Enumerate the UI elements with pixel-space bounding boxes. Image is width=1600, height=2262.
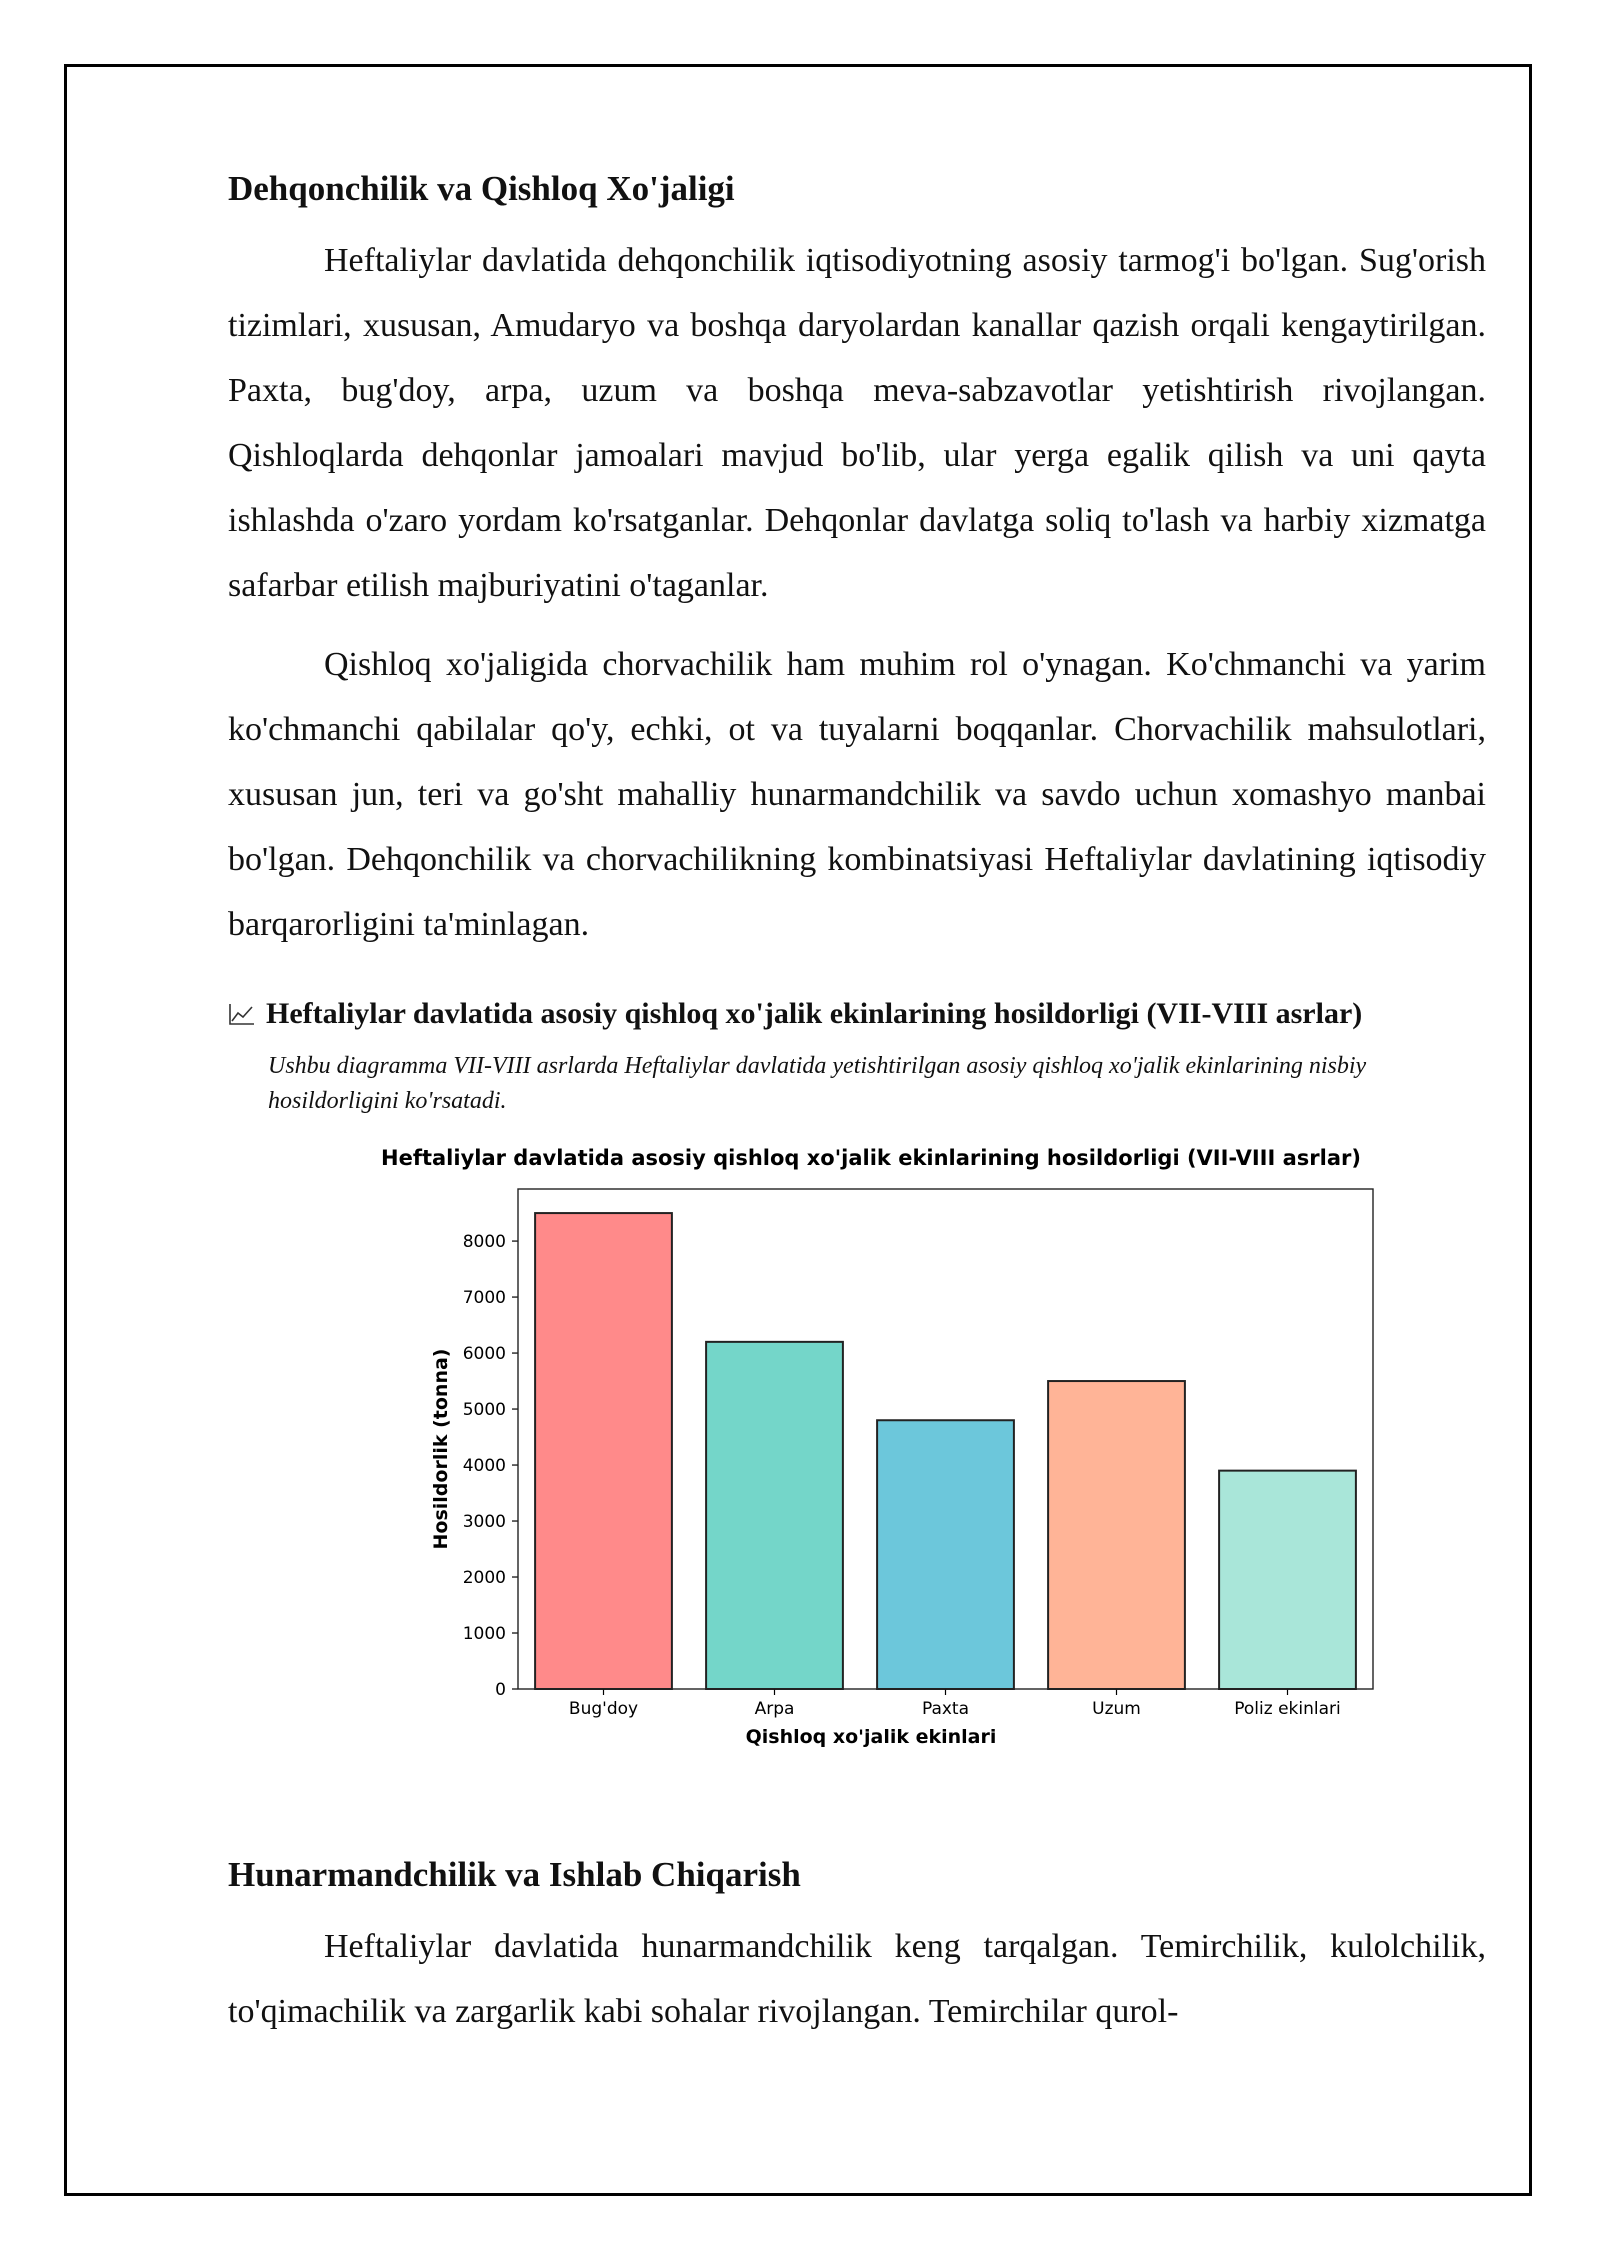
chart-bar xyxy=(1048,1381,1185,1689)
chart-x-tick-label: Paxta xyxy=(921,1699,970,1719)
figure-caption-text: Heftaliylar davlatida asosiy qishloq xo'jalik ekinlarining hosildorligi (VII-VIII asrlar) xyxy=(266,997,1363,1030)
chart-x-tick-label: Bug'doy xyxy=(568,1699,639,1719)
section-heading-agriculture: Dehqonchilik va Qishloq Xo'jaligi xyxy=(228,169,735,208)
section-heading-crafts: Hunarmandchilik va Ishlab Chiqarish xyxy=(228,1855,801,1894)
paragraph: Heftaliylar davlatida hunarmandchilik keng tarqalgan. Temirchilik, kulolchilik, to'qimachilik va zargarlik kabi sohalar rivojlangan. Temirchilar qurol- xyxy=(228,1928,1486,2030)
chart-y-tick-label: 1000 xyxy=(462,1624,506,1645)
chart-y-axis-label: Hosildorlik (tonna) xyxy=(430,1348,452,1550)
chart-x-tick-label: Uzum xyxy=(1092,1699,1141,1719)
chart-y-tick-label: 5000 xyxy=(462,1400,506,1421)
paragraph: Qishloq xo'jaligida chorvachilik ham muhim rol o'ynagan. Ko'chmanchi va yarim ko'chmanchi qabilalar qo'y, echki, ot va tuyalarni boqqanlar. Chorvachilik mahsulotlari, xususan jun, teri va go'sht mahalliy hunarmandchilik va savdo uchun xomashyo manbai bo'lgan. Dehqonchilik va chorvachilikning kombinatsiyasi Heftaliylar davlatining iqtisodiy barqarorligini ta'minlagan. xyxy=(228,646,1486,943)
bar-chart xyxy=(328,1139,1486,1764)
chart-line-icon xyxy=(228,1002,256,1026)
chart-y-tick-label: 3000 xyxy=(462,1512,506,1533)
chart-x-tick-label: Arpa xyxy=(754,1699,795,1719)
chart-x-axis-label: Qishloq xo'jalik ekinlari xyxy=(745,1726,997,1748)
chart-bars xyxy=(535,1213,1356,1689)
chart-y-tick-label: 7000 xyxy=(462,1288,506,1309)
figure-caption xyxy=(228,997,1486,1031)
chart-bar xyxy=(706,1342,843,1689)
chart-y-tick-label: 0 xyxy=(495,1680,506,1700)
chart-y-tick-label: 8000 xyxy=(462,1232,506,1253)
document-body xyxy=(228,168,1486,2058)
chart-title: Heftaliylar davlatida asosiy qishloq xo'jalik ekinlarining hosildorligi (VII-VIII asrlar) xyxy=(381,1146,1361,1170)
chart-bar xyxy=(535,1213,672,1689)
chart-bar xyxy=(1219,1471,1356,1689)
paragraph: Heftaliylar davlatida dehqonchilik iqtisodiyotning asosiy tarmog'i bo'lgan. Sug'orish tizimlari, xususan, Amudaryo va boshqa daryolardan kanallar qazish orqali kengaytirilgan. Paxta, bug'doy, arpa, uzum va boshqa meva-sabzavotlar yetishtirish rivojlangan. Qishloqlarda dehqonlar jamoalari mavjud bo'lib, ular yerga egalik qilish va uni qayta ishlashda o'zaro yordam ko'rsatganlar. Dehqonlar davlatga soliq to'lash va harbiy xizmatga safarbar etilish majburiyatini o'taganlar. xyxy=(228,242,1486,604)
chart-y-tick-label: 6000 xyxy=(462,1344,506,1365)
bar-chart-svg xyxy=(328,1139,1388,1759)
figure-description: Ushbu diagramma VII-VIII asrlarda Heftaliylar davlatida yetishtirilgan asosiy qishloq xo'jalik ekinlarining nisbiy hosildorligini ko'rsatadi. xyxy=(268,1053,1367,1114)
chart-y-tick-label: 2000 xyxy=(462,1568,506,1589)
chart-y-tick-label: 4000 xyxy=(462,1456,506,1477)
chart-bar xyxy=(877,1420,1014,1689)
chart-x-tick-label: Poliz ekinlari xyxy=(1234,1699,1341,1719)
